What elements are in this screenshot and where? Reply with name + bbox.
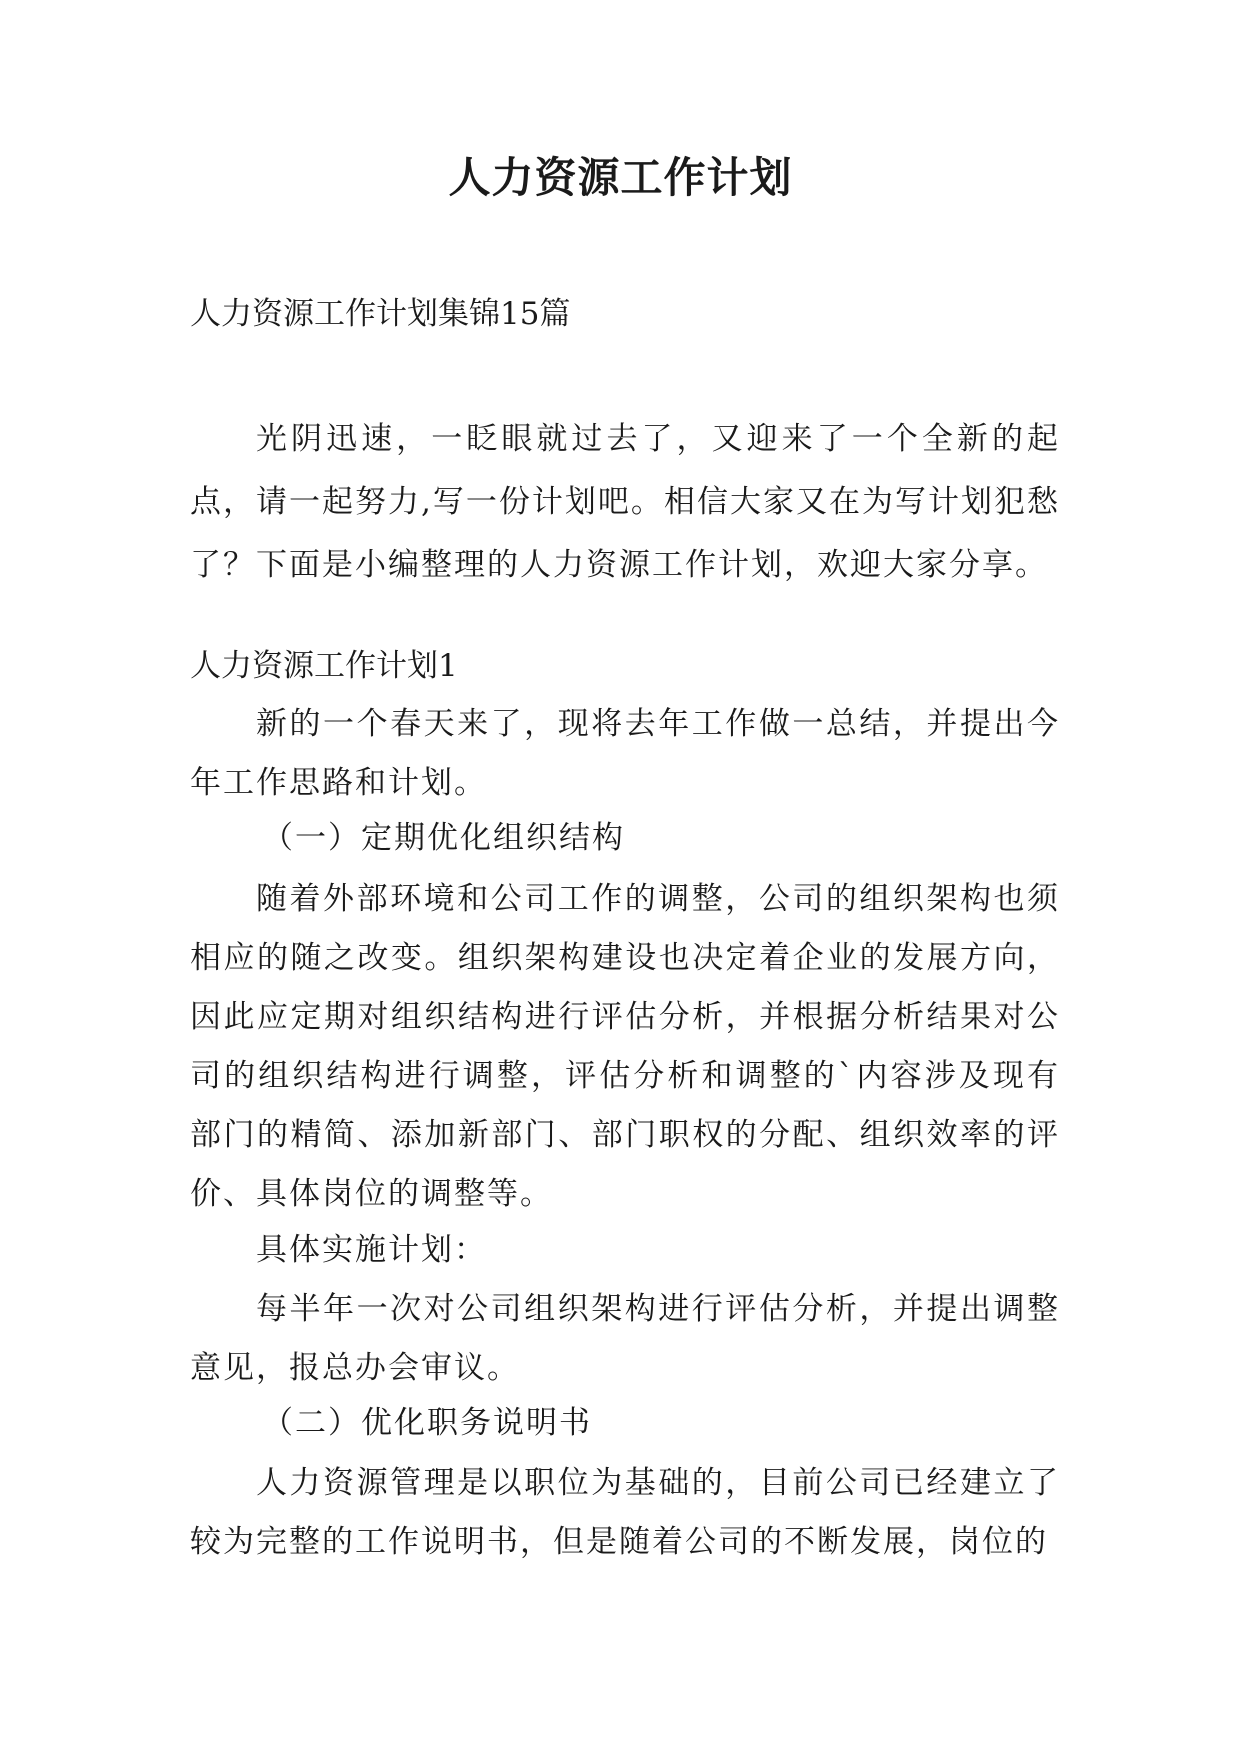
document-subtitle: 人力资源工作计划集锦15篇 (190, 296, 571, 332)
section-title: 人力资源工作计划1 (190, 648, 458, 684)
intro-paragraph: 光阴迅速，一眨眼就过去了，又迎来了一个全新的起点，请一起努力,写一份计划吧。相信大家又在为写计划犯愁了？下面是小编整理的人力资源工作计划，欢迎大家分享。 (190, 421, 1060, 583)
paragraph-1: 新的一个春天来了，现将去年工作做一总结，并提出今年工作思路和计划。 (190, 706, 1060, 801)
paragraph-5: 人力资源管理是以职位为基础的，目前公司已经建立了较为完整的工作说明书，但是随着公司的不断发展，岗位的 (190, 1465, 1060, 1560)
document-title: 人力资源工作计划 (448, 153, 793, 202)
heading-2: （二）优化职务说明书 (262, 1405, 592, 1441)
paragraph-2: 随着外部环境和公司工作的调整，公司的组织架构也须相应的随之改变。组织架构建设也决定着企业的发展方向，因此应定期对组织结构进行评估分析，并根据分析结果对公司的组织结构进行调整，评估分析和调整的`内容涉及现有部门的精简、添加新部门、部门职权的分配、组织效率的评价、具体岗位的调整等。 (190, 881, 1060, 1212)
paragraph-4: 每半年一次对公司组织架构进行评估分析，并提出调整意见，报总办会审议。 (190, 1291, 1060, 1386)
paragraph-3: 具体实施计划： (256, 1232, 487, 1268)
heading-1: （一）定期优化组织结构 (262, 820, 625, 856)
